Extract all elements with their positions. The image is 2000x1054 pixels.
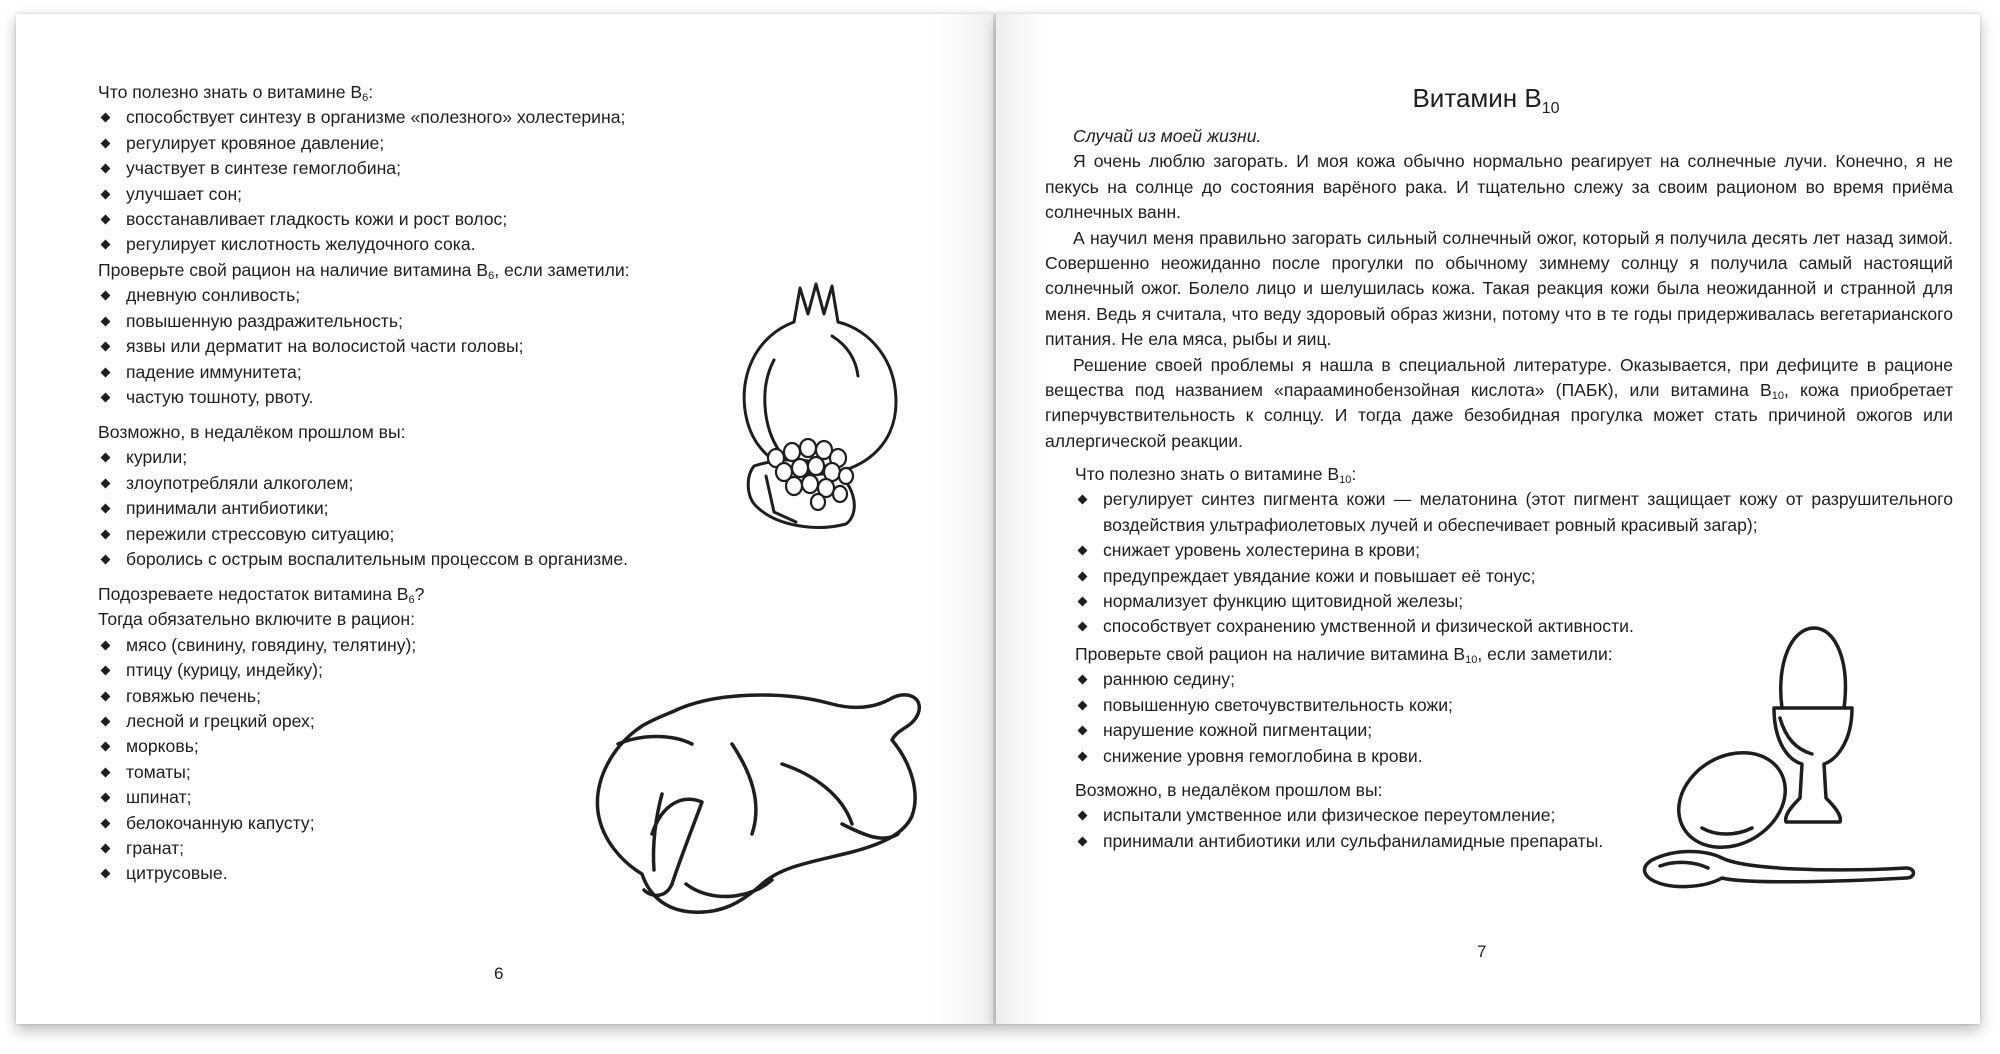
list-item: принимали антибиотики; xyxy=(98,496,698,521)
b6-check-list xyxy=(98,283,698,410)
bullet-icon xyxy=(101,742,111,752)
b10-check-lead: Проверьте свой рацион на наличие витамина $В_{10}$, если заметили: xyxy=(1075,644,1613,666)
list-item: дневную сонливость; xyxy=(98,283,698,308)
bullet-icon xyxy=(101,640,111,650)
list-item: восстанавливает гладкость кожи и рост волос; xyxy=(98,207,698,232)
list-item: повышенную светочувствительность кожи; xyxy=(1075,693,1675,718)
bullet-icon xyxy=(101,555,111,565)
bullet-icon xyxy=(1078,675,1088,685)
list-item: лесной и грецкий орех; xyxy=(98,709,698,734)
list-item: падение иммунитета; xyxy=(98,360,698,385)
list-item: повышенную раздражительность; xyxy=(98,309,698,334)
bullet-icon xyxy=(1078,622,1088,632)
bullet-icon xyxy=(101,666,111,676)
b10-check-section xyxy=(1075,642,1675,769)
bullet-icon xyxy=(101,113,111,123)
bullet-icon xyxy=(1078,597,1088,607)
list-item: принимали антибиотики или сульфаниламидные препараты. xyxy=(1075,829,1675,854)
list-item: раннюю седину; xyxy=(1075,667,1675,692)
b6-check-lead: Проверьте свой рацион на наличие витамина $В_6$, если заметили: xyxy=(98,260,630,282)
bullet-icon xyxy=(101,393,111,403)
list-item: способствует сохранению умственной и физической активности. xyxy=(1075,614,1953,639)
bullet-icon xyxy=(101,189,111,199)
page-number-right: 7 xyxy=(1477,942,1487,961)
list-item: злоупотребляли алкоголем; xyxy=(98,471,698,496)
bullet-icon xyxy=(1078,751,1088,761)
b10-facts-lead: Что полезно знать о витамине $В_{10}$: xyxy=(1075,464,1357,486)
list-item: регулирует кислотность желудочного сока. xyxy=(98,232,698,257)
bullet-icon xyxy=(101,691,111,701)
list-item: предупреждает увядание кожи и повышает её тонус; xyxy=(1075,564,1953,589)
list-item: язвы или дерматит на волосистой части головы; xyxy=(98,334,698,359)
bullet-icon xyxy=(1078,811,1088,821)
bullet-icon xyxy=(101,818,111,828)
list-item: птицу (курицу, индейку); xyxy=(98,658,698,683)
bullet-icon xyxy=(1078,571,1088,581)
list-item: белокочанную капусту; xyxy=(98,811,698,836)
story-paragraph-1: Я очень люблю загорать. И моя кожа обычно нормально реагирует на солнечные лучи. Конечно, я не пекусь на солнце до состояния варёного рака. И тщательно слежу за своим рационом во время приёма солнечных ванн. xyxy=(1045,151,1953,223)
list-item: морковь; xyxy=(98,734,698,759)
bullet-icon xyxy=(101,367,111,377)
b6-foods-lead2: Тогда обязательно включите в рацион: xyxy=(98,609,416,630)
story-paragraph-3: Решение своей проблемы я нашла в специальной литературе. Оказывается, при дефиците в рационе вещества под названием «парааминобензойная кислота» (ПАБК), или витамина $В_{10}$, кожа приобретает гиперчувствительность к солнцу. И тогда даже безобидная прогулка может стать причиной ожогов или аллергической реакции. xyxy=(1045,354,1954,451)
list-item: боролись с острым воспалительным процессом в организме. xyxy=(98,547,698,572)
bullet-icon xyxy=(101,453,111,463)
bullet-icon xyxy=(101,529,111,539)
bullet-icon xyxy=(101,164,111,174)
list-item: снижает уровень холестерина в крови; xyxy=(1075,538,1953,563)
list-item: шпинат; xyxy=(98,785,698,810)
list-item: снижение уровня гемоглобина в крови. xyxy=(1075,744,1675,769)
list-item: цитрусовые. xyxy=(98,861,698,886)
egg-spoon-illustration xyxy=(1636,622,1936,902)
story-section xyxy=(1045,124,1953,454)
bullet-icon xyxy=(1078,546,1088,556)
b6-foods-lead: Подозреваете недостаток витамина $В_6$? xyxy=(98,584,425,606)
b6-past-section xyxy=(98,420,698,572)
b10-check-list xyxy=(1075,667,1675,769)
list-item: курили; xyxy=(98,445,698,470)
list-item: регулирует кровяное давление; xyxy=(98,131,698,156)
page-number-left: 6 xyxy=(494,964,504,983)
b6-past-list xyxy=(98,445,698,572)
list-item: говяжью печень; xyxy=(98,684,698,709)
right-page xyxy=(996,14,1980,1024)
bullet-icon xyxy=(101,767,111,777)
list-item: участвует в синтезе гемоглобина; xyxy=(98,156,698,181)
bullet-icon xyxy=(101,844,111,854)
story-paragraph-2: А научил меня правильно загорать сильный солнечный ожог, который я получила десять лет назад зимой. Совершенно неожиданно после прогулки по обычному зимнему солнцу я получила самый настоящий солнечный ожог. Болело лицо и шелушилась кожа. Такая реакция кожи была неожиданной и странной для меня. Ведь я считала, что веду здоровый образ жизни, потому что в те годы придерживалась вегетарианского питания. Не ела мяса, рыбы и яиц. xyxy=(1045,227,1953,350)
bullet-icon xyxy=(1078,836,1088,846)
pomegranate-illustration xyxy=(736,276,906,536)
b10-past-lead: Возможно, в недалёком прошлом вы: xyxy=(1075,780,1383,800)
bullet-icon xyxy=(101,478,111,488)
b10-past-list xyxy=(1075,803,1675,854)
bullet-icon xyxy=(1078,700,1088,710)
b10-facts-list xyxy=(1075,487,1953,639)
list-item: пережили стрессовую ситуацию; xyxy=(98,522,698,547)
list-item: регулирует синтез пигмента кожи — мелатонина (этот пигмент защищает кожу от разрушительного воздействия ультрафиолетовых лучей и обеспечивает ровный красивый загар); xyxy=(1075,487,1953,538)
b10-past-section xyxy=(1075,778,1675,854)
list-item: улучшает сон; xyxy=(98,182,698,207)
page-title: Витамин $В_{10}$ xyxy=(1412,83,1560,117)
chicken-illustration xyxy=(582,684,942,924)
story-heading: Случай из моей жизни. xyxy=(1073,126,1262,146)
bullet-icon xyxy=(101,215,111,225)
b6-facts-list xyxy=(98,105,698,257)
list-item: нарушение кожной пигментации; xyxy=(1075,718,1675,743)
list-item: частую тошноту, рвоту. xyxy=(98,385,698,410)
bullet-icon xyxy=(101,793,111,803)
bullet-icon xyxy=(101,717,111,727)
b6-check-section xyxy=(98,258,698,410)
b6-facts-section xyxy=(98,80,698,258)
list-item: нормализует функцию щитовидной железы; xyxy=(1075,589,1953,614)
b6-facts-lead: Что полезно знать о витамине $В_6$: xyxy=(98,82,374,104)
list-item: способствует синтезу в организме «полезного» холестерина; xyxy=(98,105,698,130)
bullet-icon xyxy=(1078,495,1088,505)
bullet-icon xyxy=(101,504,111,514)
bullet-icon xyxy=(101,291,111,301)
b6-past-lead: Возможно, в недалёком прошлом вы: xyxy=(98,422,406,442)
bullet-icon xyxy=(101,240,111,250)
bullet-icon xyxy=(1078,726,1088,736)
b10-facts-section xyxy=(1075,462,1953,640)
list-item: мясо (свинину, говядину, телятину); xyxy=(98,633,698,658)
bullet-icon xyxy=(101,316,111,326)
left-page xyxy=(16,14,996,1024)
list-item: испытали умственное или физическое переутомление; xyxy=(1075,803,1675,828)
bullet-icon xyxy=(101,342,111,352)
list-item: томаты; xyxy=(98,760,698,785)
bullet-icon xyxy=(101,869,111,879)
list-item: гранат; xyxy=(98,836,698,861)
bullet-icon xyxy=(101,138,111,148)
